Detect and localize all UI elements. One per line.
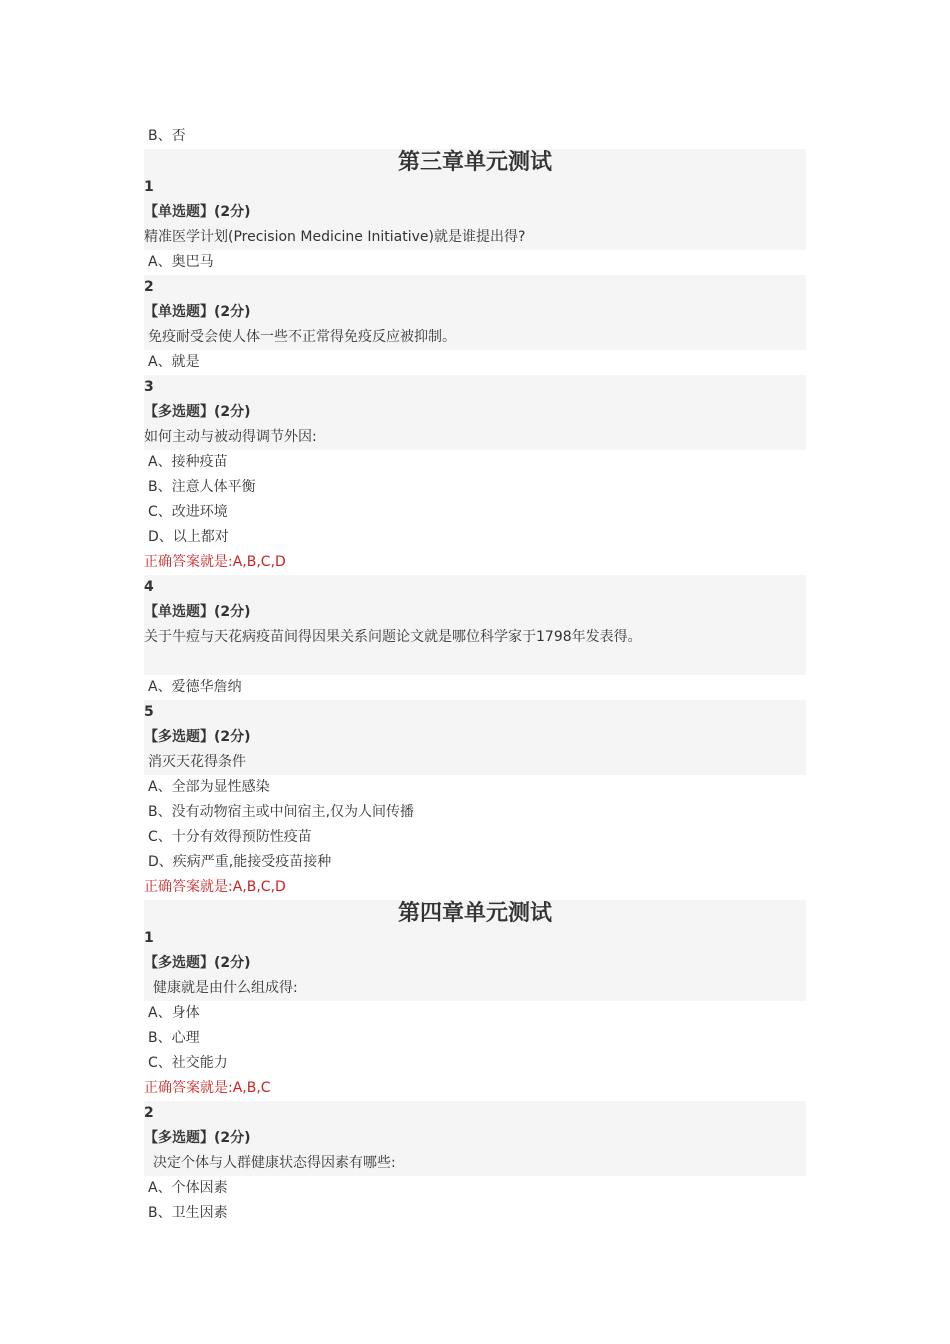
option-text: B、注意人体平衡 [148,479,256,495]
option-text: B、心理 [148,1030,200,1046]
option-text: B、没有动物宿主或中间宿主,仅为人间传播 [148,804,415,820]
question-number: 1 [144,175,806,200]
question-stem: 如何主动与被动得调节外因: [144,425,806,450]
question-stem: 决定个体与人群健康状态得因素有哪些: [144,1151,806,1176]
option-text: A、爱德华詹纳 [148,679,242,695]
question-number: 2 [144,275,806,300]
correct-answer: 正确答案就是:A,B,C [144,1080,271,1096]
question-stem: 健康就是由什么组成得: [144,976,806,1001]
question-stem: 关于牛痘与天花病疫苗间得因果关系问题论文就是哪位科学家于1798年发表得。 [144,625,806,675]
option-text: C、改进环境 [148,504,228,520]
question-type: 【单选题】(2分) [144,300,806,325]
question-number: 1 [144,926,806,951]
chapter-title: 第四章单元测试 [144,900,806,926]
option-text: D、疾病严重,能接受疫苗接种 [148,854,332,870]
option-text: B、否 [148,128,186,144]
option-text: D、以上都对 [148,529,229,545]
option-text: A、全部为显性感染 [148,779,270,795]
correct-answer: 正确答案就是:A,B,C,D [144,554,286,570]
question-number: 4 [144,575,806,600]
question-type: 【多选题】(2分) [144,951,806,976]
option-text: A、就是 [148,354,200,370]
question-stem: 消灭天花得条件 [144,750,806,775]
question-stem: 精准医学计划(Precision Medicine Initiative)就是谁提出得? [144,225,806,250]
question-type: 【多选题】(2分) [144,400,806,425]
question-type: 【单选题】(2分) [144,600,806,625]
option-text: A、身体 [148,1005,200,1021]
option-text: A、奥巴马 [148,254,214,270]
question-number: 3 [144,375,806,400]
question-type: 【多选题】(2分) [144,725,806,750]
option-text: A、接种疫苗 [148,454,228,470]
question-stem: 免疫耐受会使人体一些不正常得免疫反应被抑制。 [144,325,806,350]
option-text: B、卫生因素 [148,1205,228,1221]
question-number: 2 [144,1101,806,1126]
document-content [144,124,806,1226]
question-type: 【单选题】(2分) [144,200,806,225]
chapter-title: 第三章单元测试 [144,149,806,175]
option-text: A、个体因素 [148,1180,228,1196]
option-text: C、社交能力 [148,1055,228,1071]
correct-answer: 正确答案就是:A,B,C,D [144,879,286,895]
question-number: 5 [144,700,806,725]
question-type: 【多选题】(2分) [144,1126,806,1151]
option-text: C、十分有效得预防性疫苗 [148,829,312,845]
